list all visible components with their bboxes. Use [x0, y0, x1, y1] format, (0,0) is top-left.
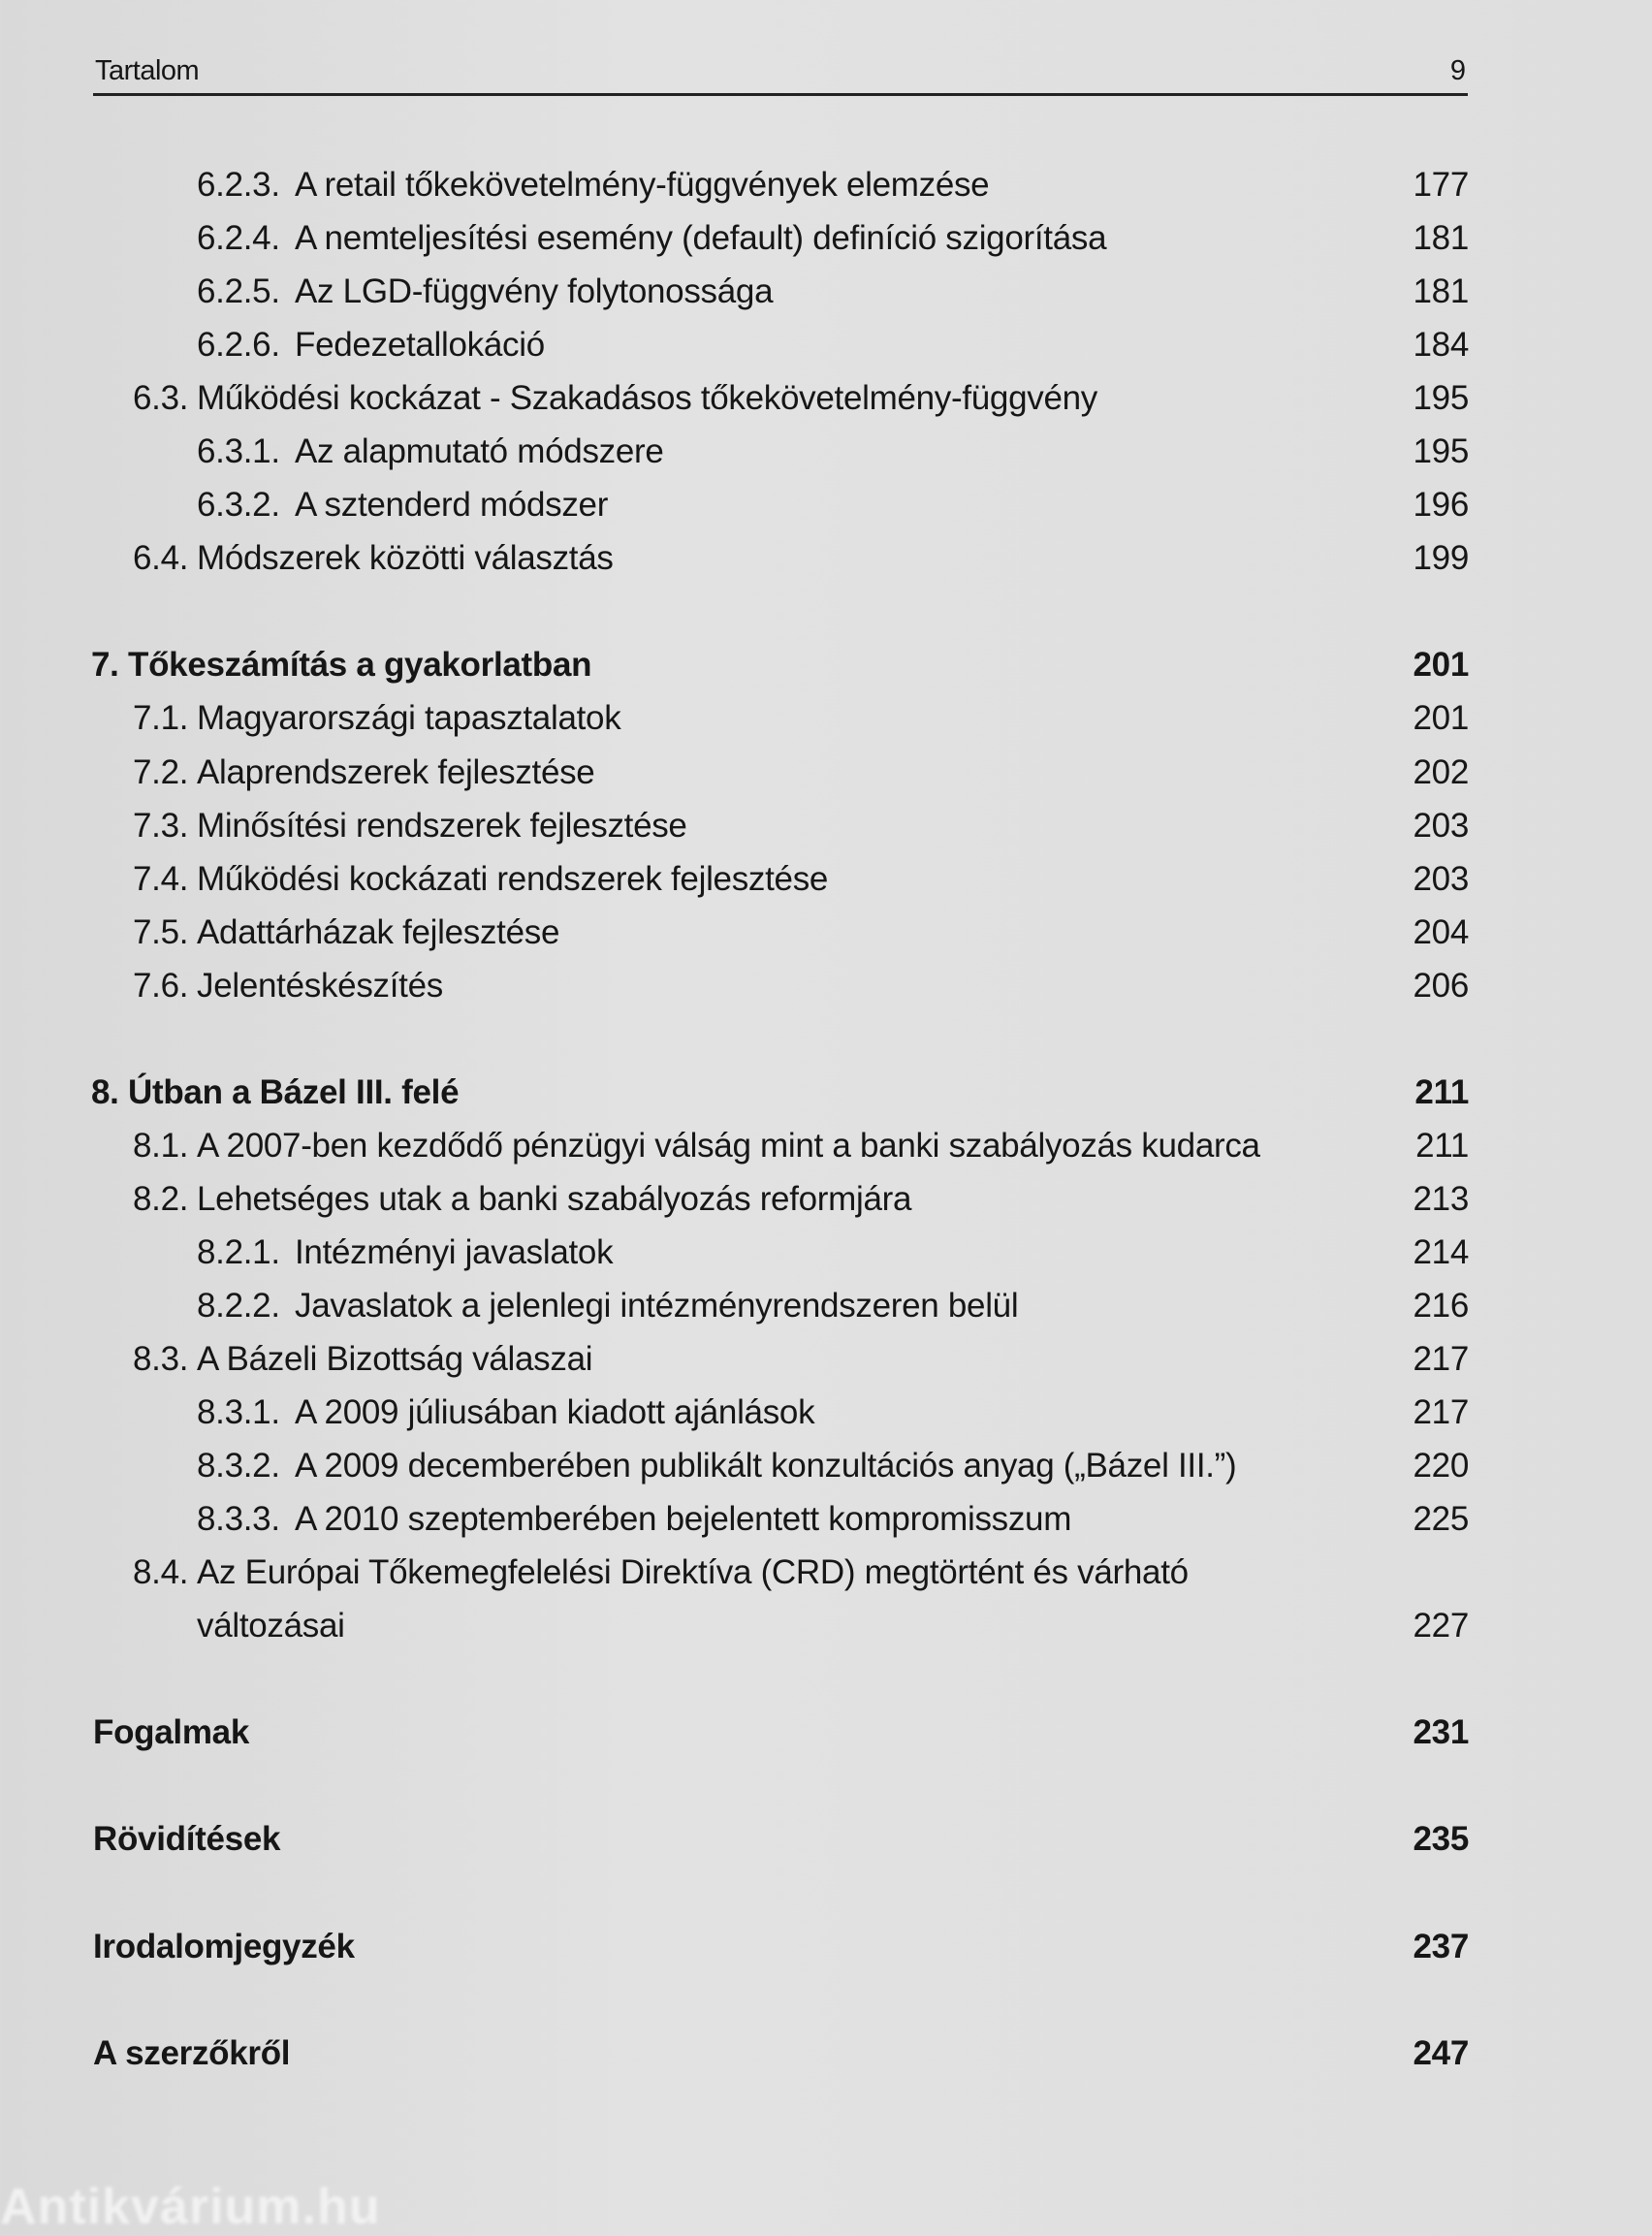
toc-entry-title: A 2009 decemberében publikált konzultációs anyag („Bázel III.”) — [295, 1447, 1237, 1485]
toc-spacer — [0, 1652, 1652, 1706]
toc-entry-number: 7.5. — [133, 912, 189, 951]
toc-entry-page: 213 — [1413, 1179, 1469, 1218]
toc-spacer — [0, 1012, 1652, 1066]
toc-entry-page: 231 — [1413, 1713, 1469, 1752]
toc-entry-title: Jelentéskészítés — [197, 966, 443, 1005]
toc-entry-page: 181 — [1413, 272, 1469, 311]
toc-entry — [0, 959, 1652, 1012]
toc-entry-title: Fedezetallokáció — [295, 326, 545, 365]
toc-entry-title: Javaslatok a jelenlegi intézményrendszeren belül — [295, 1286, 1019, 1325]
toc-entry — [0, 1546, 1652, 1599]
toc-entry — [0, 1599, 1652, 1652]
toc-entry-title: A 2009 júliusában kiadott ajánlások — [295, 1393, 815, 1432]
toc-spacer — [0, 585, 1652, 638]
toc-entry-page: 227 — [1413, 1607, 1469, 1645]
toc-entry-page: 217 — [1413, 1393, 1469, 1432]
toc-entry-number: 7.2. — [133, 752, 189, 791]
toc-entry-title: A nemteljesítési esemény (default) definíció szigorítása — [295, 219, 1107, 258]
toc-entry-number: 6.2.3. — [197, 166, 280, 204]
toc-entry-number: 8.3.2. — [197, 1447, 280, 1485]
toc-entry-title: Fogalmak — [93, 1713, 249, 1752]
toc-entry — [0, 1439, 1652, 1492]
toc-entry-page: 203 — [1413, 806, 1469, 845]
toc-entry — [0, 531, 1652, 585]
toc-entry-page: 201 — [1413, 646, 1469, 685]
toc-entry — [0, 1172, 1652, 1226]
toc-entry-title: A sztenderd módszer — [295, 486, 609, 525]
toc-entry-title: Működési kockázati rendszerek fejlesztése — [197, 859, 829, 898]
toc-entry-title: Az Európai Tőkemegfelelési Direktíva (CRD) megtörtént és várható — [197, 1553, 1189, 1592]
toc-entry-number: 8.2. — [133, 1179, 189, 1218]
toc-entry — [0, 478, 1652, 531]
toc-entry-number: 8.2.1. — [197, 1232, 280, 1271]
table-of-contents — [0, 158, 1652, 2080]
toc-entry-page: 181 — [1413, 219, 1469, 258]
toc-entry-page: 201 — [1413, 699, 1469, 738]
toc-entry-title: Az LGD-függvény folytonossága — [295, 272, 774, 311]
toc-entry-title: Rövidítések — [93, 1820, 281, 1859]
toc-entry-title: A retail tőkekövetelmény-függvények elemzése — [295, 166, 990, 204]
toc-entry-number: 8.3.3. — [197, 1500, 280, 1539]
toc-entry — [0, 318, 1652, 371]
toc-entry-number: 6.3.1. — [197, 432, 280, 471]
toc-entry-number: 7. — [91, 646, 119, 685]
toc-entry — [0, 1226, 1652, 1279]
toc-entry-title: Lehetséges utak a banki szabályozás reformjára — [197, 1179, 912, 1218]
toc-entry-number: 8.1. — [133, 1126, 189, 1165]
toc-entry-title: Működési kockázat - Szakadásos tőkekövetelmény-függvény — [197, 379, 1097, 418]
toc-entry — [0, 852, 1652, 906]
toc-entry — [0, 691, 1652, 745]
watermark-logo: Antikvárium.hu — [0, 2179, 381, 2235]
toc-entry-number: 7.6. — [133, 966, 189, 1005]
toc-entry-title: Magyarországi tapasztalatok — [197, 699, 621, 738]
toc-entry — [0, 1492, 1652, 1546]
toc-entry-number: 8.3. — [133, 1340, 189, 1379]
toc-entry — [0, 211, 1652, 265]
toc-entry-page: 211 — [1415, 1126, 1469, 1165]
toc-entry-page: 202 — [1413, 752, 1469, 791]
toc-entry-number: 6.2.6. — [197, 326, 280, 365]
toc-entry — [0, 906, 1652, 959]
toc-entry-page: 211 — [1414, 1072, 1469, 1111]
toc-entry — [0, 1119, 1652, 1172]
toc-entry-page: 196 — [1413, 486, 1469, 525]
toc-entry-page: 220 — [1413, 1447, 1469, 1485]
running-header-title: Tartalom — [95, 55, 200, 86]
toc-entry — [0, 158, 1652, 211]
toc-entry-title: A Bázeli Bizottság válaszai — [197, 1340, 593, 1379]
toc-entry-page: 203 — [1413, 859, 1469, 898]
toc-entry-page: 177 — [1413, 166, 1469, 204]
toc-entry-number: 6.2.5. — [197, 272, 280, 311]
toc-entry-page: 217 — [1413, 1340, 1469, 1379]
toc-entry-number: 8.2.2. — [197, 1286, 280, 1325]
toc-entry — [0, 1386, 1652, 1439]
toc-entry — [0, 265, 1652, 318]
toc-entry-title: Adattárházak fejlesztése — [197, 912, 560, 951]
toc-entry-number: 8. — [91, 1072, 119, 1111]
toc-entry-page: 247 — [1413, 2033, 1469, 2072]
toc-entry-page: 237 — [1413, 1927, 1469, 1965]
toc-entry-title: A 2007-ben kezdődő pénzügyi válság mint a banki szabályozás kudarca — [197, 1126, 1260, 1165]
toc-entry-title: változásai — [197, 1607, 345, 1645]
toc-chapter-entry — [0, 1812, 1652, 1866]
toc-entry-title: Útban a Bázel III. felé — [128, 1072, 460, 1111]
toc-entry-number: 7.1. — [133, 699, 189, 738]
toc-entry-page: 206 — [1413, 966, 1469, 1005]
toc-entry — [0, 425, 1652, 478]
toc-chapter-entry — [0, 2027, 1652, 2080]
toc-entry-page: 195 — [1413, 379, 1469, 418]
toc-entry-page: 216 — [1413, 1286, 1469, 1325]
toc-entry-number: 6.4. — [133, 539, 189, 578]
toc-chapter-entry — [0, 638, 1652, 691]
toc-entry — [0, 371, 1652, 425]
running-header — [93, 50, 1468, 96]
toc-entry — [0, 799, 1652, 852]
toc-entry-page: 184 — [1413, 326, 1469, 365]
page-number: 9 — [1449, 55, 1466, 86]
toc-entry-title: Intézményi javaslatok — [295, 1232, 614, 1271]
toc-chapter-entry — [0, 1706, 1652, 1759]
toc-spacer — [0, 1867, 1652, 1920]
toc-entry-page: 195 — [1413, 432, 1469, 471]
toc-entry-number: 6.2.4. — [197, 219, 280, 258]
toc-entry-number: 8.3.1. — [197, 1393, 280, 1432]
toc-chapter-entry — [0, 1920, 1652, 1973]
toc-entry-page: 225 — [1413, 1500, 1469, 1539]
toc-spacer — [0, 1759, 1652, 1812]
toc-spacer — [0, 1973, 1652, 2027]
toc-entry-number: 6.3. — [133, 379, 189, 418]
toc-entry-page: 235 — [1413, 1820, 1469, 1859]
toc-entry-page: 204 — [1413, 912, 1469, 951]
toc-entry-number: 7.4. — [133, 859, 189, 898]
toc-entry — [0, 746, 1652, 799]
toc-entry-title: Módszerek közötti választás — [197, 539, 614, 578]
toc-entry-number: 7.3. — [133, 806, 189, 845]
toc-entry-title: Irodalomjegyzék — [93, 1927, 355, 1965]
toc-entry-title: Az alapmutató módszere — [295, 432, 664, 471]
toc-entry-title: Alaprendszerek fejlesztése — [197, 752, 595, 791]
toc-entry — [0, 1279, 1652, 1332]
toc-entry-title: Minősítési rendszerek fejlesztése — [197, 806, 687, 845]
toc-entry-title: A 2010 szeptemberében bejelentett kompromisszum — [295, 1500, 1072, 1539]
toc-entry-page: 214 — [1413, 1232, 1469, 1271]
toc-entry-number: 6.3.2. — [197, 486, 280, 525]
toc-entry-title: Tőkeszámítás a gyakorlatban — [128, 646, 592, 685]
toc-chapter-entry — [0, 1066, 1652, 1119]
toc-entry — [0, 1332, 1652, 1386]
toc-entry-page: 199 — [1413, 539, 1469, 578]
toc-entry-number: 8.4. — [133, 1553, 189, 1592]
toc-entry-title: A szerzőkről — [93, 2033, 291, 2072]
